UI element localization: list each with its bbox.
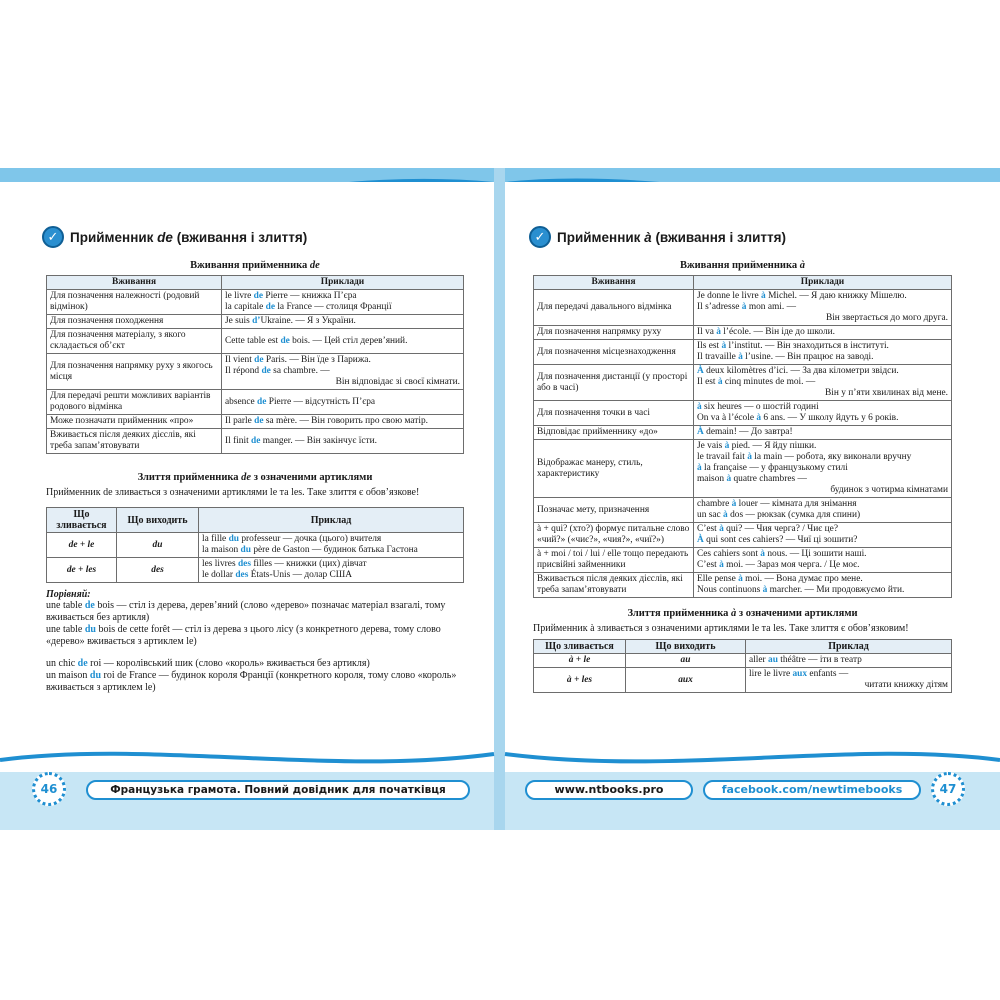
highlighted-preposition: à — [719, 524, 724, 534]
highlighted-preposition: à — [741, 302, 747, 312]
right-section-title: ✓ Прийменник à (вживання і злиття) — [529, 226, 952, 248]
example-text: un sac — [697, 510, 724, 520]
table-row — [47, 329, 464, 354]
highlighted-preposition: À — [697, 535, 704, 545]
usage-cell: Може позначати прийменник «про» — [47, 415, 222, 429]
example-text: absence — [225, 396, 258, 407]
usage-cell: Для позначення походження — [47, 315, 222, 329]
example-text: deux kilomètres d’ici. — За два кілометри звідси. — [703, 366, 899, 376]
example-line — [697, 485, 948, 496]
check-badge-icon: ✓ — [529, 226, 551, 248]
book-gutter — [494, 168, 505, 830]
usage-cell: Для позначення матеріалу, з якого складається об’єкт — [47, 329, 222, 354]
example-text: Il s’adresse — [697, 302, 742, 312]
example-text: sa mère. — Він говорить про свою матір. — [263, 416, 428, 426]
example-text: la française — у французькому стилі — [701, 463, 848, 473]
example-line — [749, 655, 948, 666]
examples-cell — [222, 329, 464, 354]
example-text: qui sont ces cahiers? — Чиї ці зошити? — [703, 535, 858, 545]
example-text: Ils est — [697, 341, 722, 351]
table-row — [534, 401, 952, 426]
highlighted-preposition: de — [254, 355, 264, 365]
examples-cell — [199, 558, 464, 583]
example-text: maison — [697, 474, 727, 484]
example-text: la France — столиця Франції — [274, 302, 392, 312]
example-text: lire le livre — [749, 669, 793, 679]
highlighted-preposition: du — [84, 624, 96, 635]
example-text: pied. — Я йду пішки. — [729, 441, 817, 451]
example-line — [225, 291, 460, 302]
examples-cell — [694, 523, 952, 548]
example-text: Il est — [697, 377, 718, 387]
highlighted-preposition: de — [251, 435, 261, 446]
example-text: Він відповідає зі своєї кімнати. — [335, 377, 460, 387]
examples-cell — [694, 548, 952, 573]
highlighted-preposition: à — [697, 402, 702, 412]
example-text: père de Gaston — будинок батька Гастона — [250, 545, 418, 555]
example-line — [225, 316, 460, 327]
compare-line — [46, 670, 464, 694]
merge-result-cell: aux — [626, 668, 746, 693]
examples-cell — [694, 401, 952, 426]
highlighted-preposition: à — [721, 341, 727, 351]
example-line — [697, 535, 948, 546]
table-row — [47, 429, 464, 454]
right-merge-title: Злиття прийменника à з означеними артиклями — [627, 608, 858, 619]
example-text: bois — стіл із дерева, дерев’яний (слово «дерево» позначає матеріал взагалі, тому вживається без артикля) — [46, 600, 446, 623]
example-text: une table — [46, 624, 85, 635]
highlighted-preposition: de — [254, 416, 264, 426]
table-row — [534, 654, 952, 668]
examples-cell — [222, 290, 464, 315]
example-text: un maison — [46, 670, 90, 681]
example-text: Je suis — [225, 316, 253, 326]
usage-cell: à + qui? (хто?) формує питальне слово «чий?» («чиє?», «чия?», «чиї?») — [534, 523, 694, 548]
highlighted-preposition: d’ — [252, 316, 261, 326]
example-text: États-Unis — долар США — [248, 570, 353, 580]
example-line — [225, 436, 460, 447]
example-text: qui? — Чия черга? / Чиє це? — [723, 524, 838, 534]
merge-input-cell: de + les — [47, 558, 117, 583]
right-footer — [505, 770, 1000, 810]
highlighted-preposition: à — [717, 377, 723, 387]
example-line — [225, 366, 460, 377]
example-text: Il parle — [225, 416, 255, 426]
highlighted-preposition: aux — [792, 669, 808, 679]
highlighted-preposition: à — [738, 574, 743, 584]
example-text: roi — королівський шик (слово «король» вживається без артикля) — [87, 658, 370, 669]
examples-cell — [694, 290, 952, 326]
example-line — [697, 291, 948, 302]
example-line — [749, 680, 948, 691]
highlighted-preposition: à — [731, 499, 737, 509]
table-row — [534, 426, 952, 440]
usage-cell: Для позначення дистанції (у просторі або в часі) — [534, 365, 694, 401]
example-text: bois de cette forêt — стіл із дерева з цього лісу (з конкретного дерева, тому слово «дерево» вживається з артиклем le) — [46, 624, 441, 647]
table-row — [534, 548, 952, 573]
table-row — [534, 365, 952, 401]
usage-cell: Для передачі давального відмінка — [534, 290, 694, 326]
example-text: Il répond — [225, 366, 262, 376]
example-text: читати книжку дітям — [864, 680, 948, 690]
check-badge-icon: ✓ — [42, 226, 64, 248]
example-line — [697, 560, 948, 571]
table-row — [534, 440, 952, 498]
example-text: l’institut. — Він знаходиться в інституті. — [726, 341, 889, 351]
compare-line — [46, 658, 464, 670]
left-section-title: ✓ Прийменник de (вживання і злиття) — [42, 226, 464, 248]
example-line — [697, 402, 948, 413]
example-text: moi. — Вона думає про мене. — [742, 574, 863, 584]
highlighted-preposition: À — [697, 427, 704, 437]
example-text: louer — кімната для знімання — [736, 499, 857, 509]
example-line — [697, 463, 948, 474]
example-text: quatre chambres — — [731, 474, 807, 484]
highlighted-preposition: de — [261, 366, 271, 376]
usage-cell: Відповідає прийменнику «до» — [534, 426, 694, 440]
usage-cell: Вживається після деяких дієслів, які треба запам’ятовувати — [534, 573, 694, 598]
examples-cell — [222, 429, 464, 454]
example-text: Il vient — [225, 355, 255, 365]
table-row — [47, 415, 464, 429]
compare-label: Порівняй: — [46, 589, 91, 600]
right-merge-table — [533, 639, 952, 693]
highlighted-preposition: de — [265, 302, 275, 312]
compare-line — [46, 600, 464, 624]
example-line — [697, 585, 948, 596]
example-text: Він у п’яти хвилинах від мене. — [825, 388, 948, 398]
column-header: Вживання — [534, 276, 694, 290]
example-text: le livre — [225, 291, 254, 301]
example-line — [225, 397, 460, 408]
column-header: Що виходить — [626, 640, 746, 654]
highlighted-preposition: de — [77, 658, 88, 669]
column-header: Вживання — [47, 276, 222, 290]
example-text: enfants — — [807, 669, 849, 679]
highlighted-preposition: des — [235, 570, 249, 580]
left-merge-table — [46, 507, 464, 583]
merge-input-cell: à + les — [534, 668, 626, 693]
highlighted-preposition: à — [738, 352, 743, 362]
example-text: théâtre — іти в театр — [777, 655, 862, 665]
example-text: marcher. — Ми продовжуємо йти. — [767, 585, 905, 595]
example-text: les livres — [202, 559, 238, 569]
right-page — [505, 182, 1000, 772]
example-text: C’est — [697, 560, 720, 570]
example-text: une table — [46, 600, 85, 611]
usage-cell: Для позначення місцезнаходження — [534, 340, 694, 365]
column-header: Приклади — [694, 276, 952, 290]
highlighted-preposition: à — [761, 291, 766, 301]
example-text: moi. — Зараз моя черга. / Це моє. — [723, 560, 860, 570]
left-page — [0, 182, 494, 772]
usage-cell: Вживається після деяких дієслів, які треба запам’ятовувати — [47, 429, 222, 454]
example-text: bois. — Цей стіл дерев’яний. — [289, 335, 408, 346]
usage-cell: Для позначення напрямку руху — [534, 326, 694, 340]
highlighted-preposition: du — [228, 534, 239, 544]
highlighted-preposition: du — [240, 545, 251, 555]
examples-cell — [199, 533, 464, 558]
examples-cell — [222, 415, 464, 429]
example-text: C’est — [697, 524, 720, 534]
usage-cell: Для передачі решти можливих варіантів родового відмінка — [47, 390, 222, 415]
merge-input-cell: à + le — [534, 654, 626, 668]
merge-result-cell: au — [626, 654, 746, 668]
examples-cell — [222, 354, 464, 390]
book-title-footer: Французька грамота. Повний довідник для початківця — [86, 780, 470, 800]
example-line — [697, 441, 948, 452]
column-header: Що зливається — [47, 508, 117, 533]
compare-line — [46, 624, 464, 648]
highlighted-preposition: à — [747, 452, 752, 462]
right-merge-paragraph: Прийменник à зливається з означеними артиклями le та les. Таке злиття є обов’язковим! — [533, 623, 909, 634]
example-text: Il va — [697, 327, 717, 337]
example-line — [697, 413, 948, 424]
example-text: Nous continuons — [697, 585, 763, 595]
example-text: будинок з чотирма кімнатами — [830, 485, 948, 495]
usage-cell: Для позначення напрямку руху з якогось місця — [47, 354, 222, 390]
highlighted-preposition: du — [89, 670, 102, 681]
highlighted-preposition: à — [762, 585, 768, 595]
table-row — [534, 290, 952, 326]
example-text: Elle pense — [697, 574, 739, 584]
example-text: aller — [749, 655, 768, 665]
examples-cell — [694, 426, 952, 440]
page-number: 46 — [32, 772, 66, 806]
example-line — [697, 366, 948, 377]
page-number: 47 — [931, 772, 965, 806]
example-line — [697, 499, 948, 510]
example-text: cinq minutes de moi. — — [722, 377, 816, 387]
left-merge-paragraph: Прийменник de зливається з означеними артиклями le та les. Таке злиття є обов’язкове! — [46, 487, 420, 498]
examples-cell — [694, 573, 952, 598]
example-text: la capitale — [225, 302, 266, 312]
example-line — [697, 427, 948, 438]
example-text: Paris. — Він їде з Парижа. — [263, 355, 371, 365]
right-usage-table-title: Вживання прийменника à — [680, 260, 805, 271]
example-line — [225, 336, 460, 347]
example-text: Je vais — [697, 441, 725, 451]
merge-input-cell: de + le — [47, 533, 117, 558]
left-usage-table-title: Вживання прийменника de — [190, 260, 320, 271]
example-text: l’école. — Він іде до школи. — [720, 327, 836, 337]
example-text: Il finit — [225, 435, 252, 446]
example-line — [225, 416, 460, 427]
example-text: 6 ans. — У школу йдуть у 6 років. — [761, 413, 899, 423]
table-row — [534, 523, 952, 548]
example-line — [202, 534, 460, 545]
example-text: Cette table est — [225, 335, 281, 346]
example-line — [697, 313, 948, 324]
highlighted-preposition: des — [237, 559, 251, 569]
examples-cell — [746, 654, 952, 668]
example-line — [697, 302, 948, 313]
example-text: professeur — дочка (цього) вчителя — [239, 534, 382, 544]
example-line — [749, 669, 948, 680]
example-line — [697, 549, 948, 560]
table-row — [47, 390, 464, 415]
highlighted-preposition: à — [716, 327, 721, 337]
website-link[interactable]: www.ntbooks.pro — [525, 780, 693, 800]
table-row — [47, 290, 464, 315]
usage-cell: Для позначення належності (родовий відмінок) — [47, 290, 222, 315]
example-text: six heures — о шостій годині — [701, 402, 819, 412]
highlighted-preposition: À — [697, 366, 704, 376]
highlighted-preposition: de — [253, 291, 264, 301]
example-text: la maison — [202, 545, 241, 555]
example-line — [202, 570, 460, 581]
highlighted-preposition: à — [723, 510, 728, 520]
example-text: Ces cahiers sont — [697, 549, 761, 559]
highlighted-preposition: à — [726, 474, 732, 484]
example-text: manger. — Він закінчує їсти. — [260, 435, 378, 446]
merge-result-cell: des — [117, 558, 199, 583]
table-row — [47, 315, 464, 329]
example-line — [202, 545, 460, 556]
example-text: chambre — [697, 499, 732, 509]
example-text: l’usine. — Він працює на заводі. — [742, 352, 874, 362]
example-text: Il travaille — [697, 352, 739, 362]
example-text: Ukraine. — Я з України. — [260, 316, 356, 326]
example-text: Je donne le livre — [697, 291, 762, 301]
example-line — [697, 341, 948, 352]
example-line — [697, 510, 948, 521]
example-text: mon ami. — — [746, 302, 796, 312]
examples-cell — [694, 340, 952, 365]
examples-cell — [746, 668, 952, 693]
example-text: Pierre — відсутність П’єра — [266, 396, 376, 407]
example-text: dos — рюкзак (сумка для спини) — [727, 510, 861, 520]
examples-cell — [694, 326, 952, 340]
merge-result-cell: du — [117, 533, 199, 558]
example-text: Michel. — Я даю книжку Мішелю. — [765, 291, 907, 301]
examples-cell — [694, 440, 952, 498]
example-text: le travail fait — [697, 452, 748, 462]
usage-cell: Відображає манеру, стиль, характеристику — [534, 440, 694, 498]
examples-cell — [694, 365, 952, 401]
example-text: filles — книжки (цих) дівчат — [250, 559, 367, 569]
examples-cell — [222, 390, 464, 415]
example-line — [697, 524, 948, 535]
example-line — [697, 574, 948, 585]
highlighted-preposition: de — [257, 396, 267, 407]
column-header: Приклад — [199, 508, 464, 533]
table-row — [534, 498, 952, 523]
example-line — [697, 352, 948, 363]
facebook-link[interactable]: facebook.com/newtimebooks — [703, 780, 921, 800]
highlighted-preposition: à — [697, 463, 702, 473]
table-row — [534, 573, 952, 598]
example-text: Він звертається до мого друга. — [825, 313, 948, 323]
highlighted-preposition: à — [719, 560, 724, 570]
column-header: Приклад — [746, 640, 952, 654]
highlighted-preposition: au — [768, 655, 778, 665]
example-line — [225, 355, 460, 366]
example-line — [202, 559, 460, 570]
table-row — [47, 533, 464, 558]
column-header: Що зливається — [534, 640, 626, 654]
example-text: On va à l’école — [697, 413, 757, 423]
example-text: la fille — [202, 534, 229, 544]
examples-cell — [694, 498, 952, 523]
example-text: la main — робота, яку виконали вручну — [751, 452, 912, 462]
examples-cell — [222, 315, 464, 329]
left-footer — [0, 770, 494, 810]
example-line — [697, 474, 948, 485]
table-row — [534, 340, 952, 365]
highlighted-preposition: de — [280, 335, 290, 346]
table-row — [47, 558, 464, 583]
column-header: Приклади — [222, 276, 464, 290]
right-usage-table — [533, 275, 952, 598]
example-line — [225, 377, 460, 388]
left-merge-title: Злиття прийменника de з означеними артиклями — [137, 472, 373, 483]
usage-cell: à + moi / toi / lui / elle тощо передають присвійні займенники — [534, 548, 694, 573]
example-text: sa chambre. — — [270, 366, 330, 376]
highlighted-preposition: à — [756, 413, 762, 423]
table-row — [534, 326, 952, 340]
example-line — [697, 452, 948, 463]
table-row — [47, 354, 464, 390]
usage-cell: Позначає мету, призначення — [534, 498, 694, 523]
usage-cell: Для позначення точки в часі — [534, 401, 694, 426]
example-text: nous. — Ці зошити наші. — [764, 549, 867, 559]
highlighted-preposition: de — [84, 600, 95, 611]
example-text: un chic — [46, 658, 78, 669]
example-line — [697, 377, 948, 388]
highlighted-preposition: à — [724, 441, 730, 451]
example-line — [225, 302, 460, 313]
left-usage-table — [46, 275, 464, 454]
example-line — [697, 388, 948, 399]
highlighted-preposition: à — [760, 549, 765, 559]
compare-block — [46, 600, 464, 694]
column-header: Що виходить — [117, 508, 199, 533]
example-line — [697, 327, 948, 338]
example-text: Pierre — книжка П’єра — [263, 291, 357, 301]
table-row — [534, 668, 952, 693]
example-text: roi de France — будинок короля Франції (конкретного короля, тому слово «король» вживається з артиклем le) — [46, 670, 457, 693]
example-text: demain! — До завтра! — [703, 427, 793, 437]
example-text: le dollar — [202, 570, 236, 580]
